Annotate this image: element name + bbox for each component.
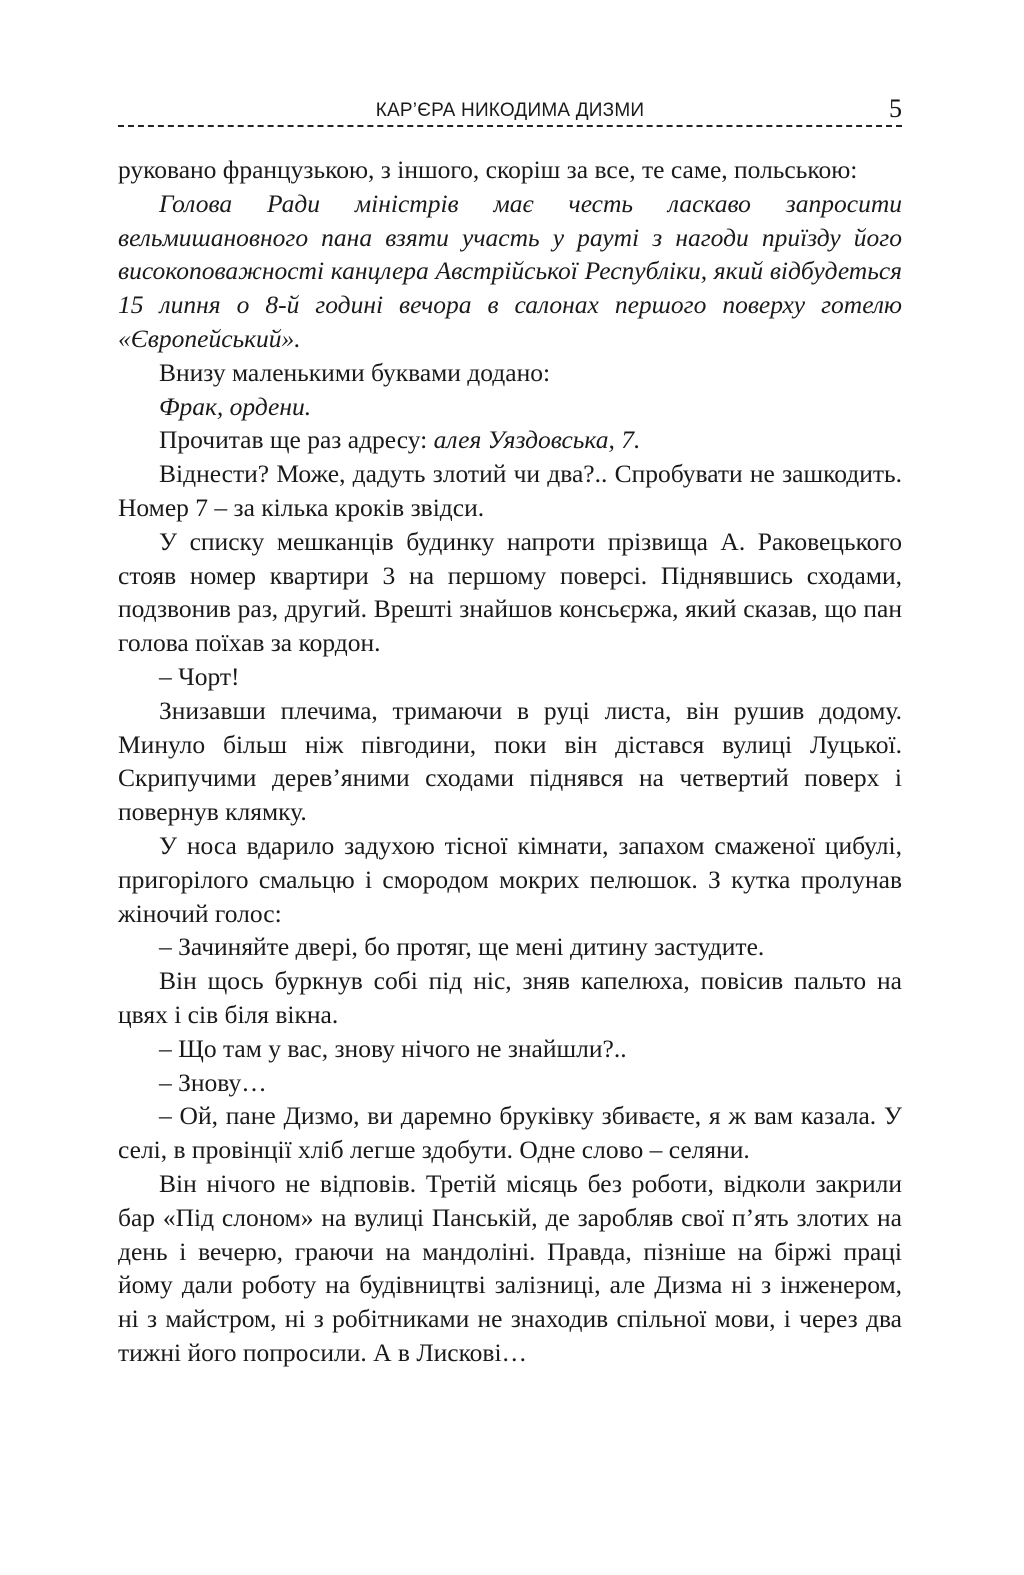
- paragraph-13: – Що там у вас, знову нічого не знайшли?..: [159, 1033, 627, 1063]
- paragraph-7: У списку мешканців будинку напроти прізвища А. Раковецького стояв номер квартири 3 на першому поверсі. Піднявшись сходами, подзвонив раз, другий. Врешті знайшов консьєржа, який сказав, що пан голова поїхав за кордон.: [118, 526, 902, 658]
- address-lead: Прочитав ще раз адресу:: [159, 425, 434, 455]
- address-text: алея Уяздовська, 7.: [433, 425, 641, 455]
- paragraph-10: У носа вдарило задухою тісної кімнати, запахом смаженої цибулі, пригорілого смальцю і смородом мокрих пелюшок. З кутка пролунав жіночий голос:: [118, 830, 902, 928]
- invitation-text: Голова Ради міністрів має честь ласкаво запросити вельмишановного пана взяти участь у рауті з нагоди приїзду його високоповажності канцлера Австрійської Республіки, який відбудеться 15 липня о 8-й годині вечора в салонах першого поверху готелю «Європейський».: [118, 188, 902, 353]
- dress-code: Фрак, ордени.: [159, 391, 312, 421]
- paragraph-11: – Зачиняйте двері, бо протяг, ще мені дитину застудите.: [159, 932, 765, 962]
- running-title: КАР’ЄРА НИКОДИМА ДИЗМИ: [375, 100, 645, 121]
- paragraph-15: – Ой, пане Дизмо, ви даремно бруківку збиваєте, я ж вам казала. У селі, в провінції хліб легше здобути. Одне слово – селяни.: [118, 1101, 902, 1165]
- paragraph-12: Він щось буркнув собі під ніс, зняв капелюха, повісив пальто на цвях і сів біля вікна.: [118, 966, 902, 1029]
- body-text: [118, 153, 902, 1370]
- paragraph-8: – Чорт!: [159, 661, 240, 691]
- paragraph-1: руковано французькою, з іншого, скоріш за все, те саме, польською:: [118, 155, 858, 184]
- paragraph-14: – Знову…: [159, 1067, 267, 1097]
- running-header: [118, 96, 902, 132]
- header-dashed-rule: [118, 125, 902, 127]
- paragraph-16: Він нічого не відповів. Третій місяць без роботи, відколи закрили бар «Під слоном» на вулиці Панській, де заробляв свої п’ять злотих на день і вечерю, граючи на мандоліні. Правда, пізніше на біржі праці йому дали роботу на будівництві залізниці, але Дизма ні з інженером, ні з майстром, ні з робітниками не знаходив спільної мови, і через два тижні його попросили. А в Лискові…: [118, 1168, 902, 1367]
- paragraph-5: [118, 423, 902, 457]
- paragraph-9: Знизавши плечима, тримаючи в руці листа, він рушив додому. Минуло більш ніж півгодини, поки він дістався вулиці Луцької. Скрипучими дерев’яними сходами піднявся на четвертий поверх і повернув клямку.: [118, 695, 902, 827]
- paragraph-3: Внизу маленькими буквами додано:: [159, 357, 551, 387]
- paragraph-6: Віднести? Може, дадуть злотий чи два?.. Спробувати не зашкодить. Номер 7 – за кілька кроків звідси.: [118, 459, 902, 522]
- page-number: 5: [883, 94, 902, 124]
